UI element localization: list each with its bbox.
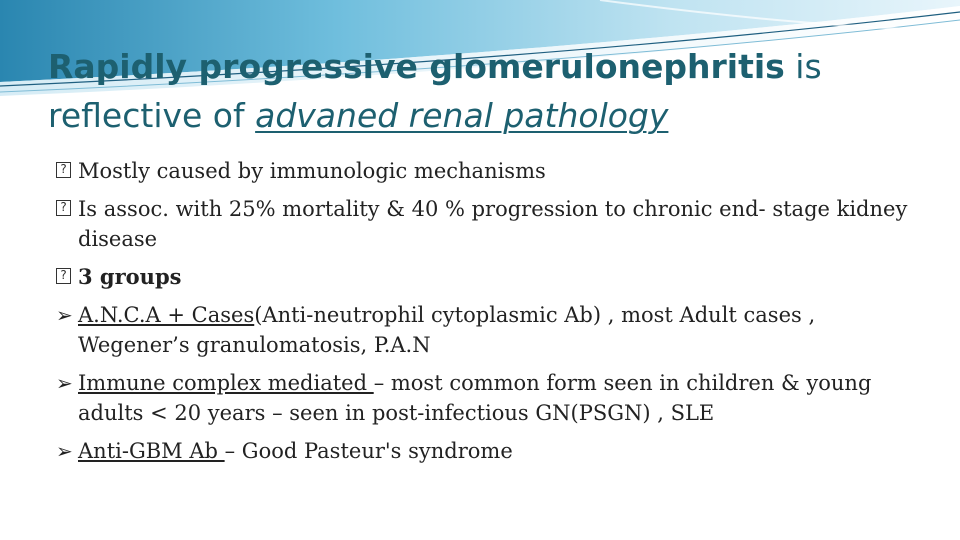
bullet-item <box>56 194 916 254</box>
title-underlined-phrase: advaned renal pathology <box>255 96 669 135</box>
arrow-bullet-icon: ➢ <box>56 439 73 463</box>
sub-item-text: – Good Pasteur's syndrome <box>224 439 513 463</box>
title-bold-term: Rapidly progressive glomerulonephritis <box>48 47 785 86</box>
sub-item <box>56 368 916 428</box>
slide-body <box>56 156 916 474</box>
sub-item-heading: Anti-GBM Ab <box>78 439 225 463</box>
bullet-item <box>56 262 916 292</box>
sub-item <box>56 436 916 466</box>
sub-item-heading: Immune complex mediated <box>78 371 374 395</box>
missing-glyph-bullet-icon: ? <box>56 200 71 216</box>
bullet-text: Mostly caused by immunologic mechanisms <box>78 159 546 183</box>
bullet-text: Is assoc. with 25% mortality & 40 % progression to chronic end- stage kidney disease <box>78 197 908 251</box>
arrow-bullet-icon: ➢ <box>56 303 73 327</box>
missing-glyph-bullet-icon: ? <box>56 268 71 284</box>
sub-item-text: – most common form seen in children & young adults < 20 years – seen in post-infectious GN(PSGN) , SLE <box>78 371 872 425</box>
sub-item-text: (Anti-neutrophil cytoplasmic Ab) , most Adult cases , Wegener’s granulomatosis, P.A.N <box>78 303 816 357</box>
sub-item <box>56 300 916 360</box>
arrow-bullet-icon: ➢ <box>56 371 73 395</box>
sub-item-heading: A.N.C.A + Cases <box>78 303 255 327</box>
slide-title <box>48 42 928 140</box>
bullet-item <box>56 156 916 186</box>
missing-glyph-bullet-icon: ? <box>56 162 71 178</box>
title-middle: is reflective of <box>48 47 822 135</box>
bullet-text: 3 groups <box>78 264 182 289</box>
